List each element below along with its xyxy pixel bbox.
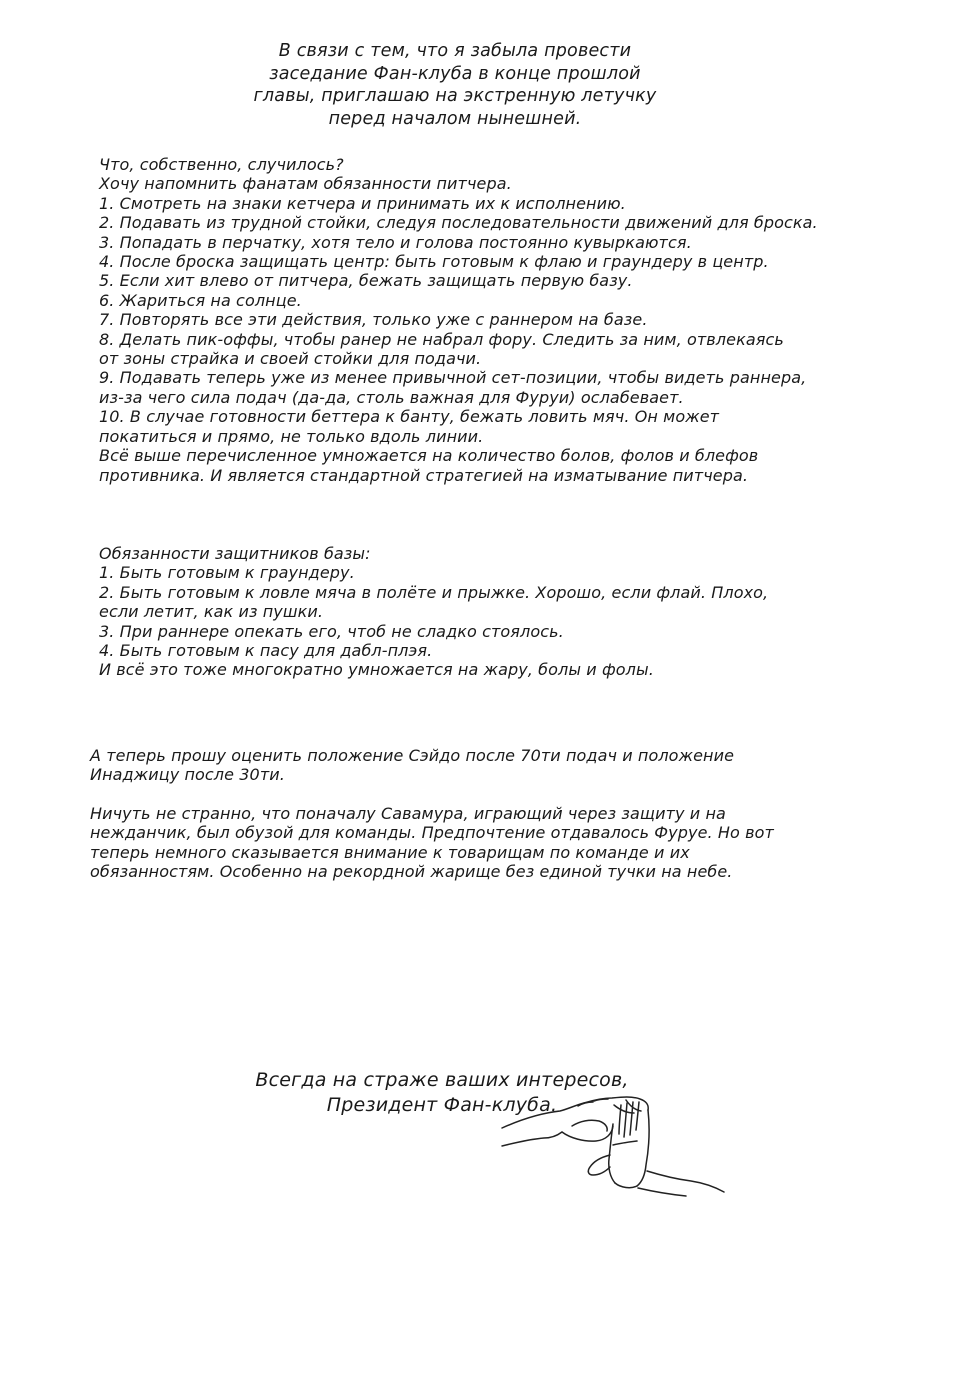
text-line: 2. Подавать из трудной стойки, следуя последовательности движений для броска. — [99, 213, 818, 233]
signature-line: Президент Фан-клуба. — [326, 1093, 558, 1116]
opening-notice — [95, 40, 815, 130]
text-line: 5. Если хит влево от питчера, бежать защищать первую базу. — [99, 271, 633, 291]
text-line: Обязанности защитников базы: — [99, 544, 371, 563]
notice-line: перед началом нынешней. — [328, 108, 582, 129]
text-line: 2. Быть готовым к ловле мяча в полёте и прыжке. Хорошо, если флай. Плохо, — [99, 582, 769, 602]
text-line: Хочу напомнить фанатам обязанности питчера. — [99, 174, 512, 194]
text-line: покатиться и прямо, не только вдоль линии. — [99, 426, 484, 446]
base-defenders-section — [99, 544, 768, 680]
text-line: 8. Делать пик-оффы, чтобы ранер не набрал фору. Следить за ним, отвлекаясь — [99, 329, 784, 349]
text-line: 4. Быть готовым к пасу для дабл-плэя. — [99, 641, 433, 661]
text-line: из-за чего сила подач (да-да, столь важная для Фуруи) ослабевает. — [99, 387, 684, 407]
notice-line: главы, приглашаю на экстренную летучку — [253, 86, 657, 107]
text-line: если летит, как из пушки. — [99, 602, 324, 622]
text-line: от зоны страйка и своей стойки для подачи. — [99, 349, 482, 369]
text-line: теперь немного сказывается внимание к товарищам по команде и их — [90, 842, 690, 862]
text-line: 1. Быть готовым к граундеру. — [99, 563, 355, 583]
assessment-section — [90, 746, 774, 881]
notice-line: В связи с тем, что я забыла провести — [278, 41, 632, 61]
text-line: Что, собственно, случилось? — [99, 155, 344, 174]
text-line: 3. Попадать в перчатку, хотя тело и голова постоянно кувыркаются. — [99, 232, 692, 252]
text-line: 10. В случае готовности беттера к банту, бежать ловить мяч. Он может — [99, 407, 720, 427]
text-line: противника. И является стандартной стратегией на изматывание питчера. — [99, 465, 749, 485]
text-line: 7. Повторять все эти действия, только уже с раннером на базе. — [99, 310, 648, 330]
text-line: И всё это тоже многократно умножается на жару, болы и фолы. — [99, 660, 654, 680]
text-line: 6. Жариться на солнце. — [99, 290, 302, 310]
notice-line: заседание Фан-клуба в конце прошлой — [269, 63, 641, 84]
text-line: 9. Подавать теперь уже из менее привычной сет-позиции, чтобы видеть раннера, — [99, 368, 807, 388]
text-line: Инаджицу после 30ти. — [90, 765, 285, 785]
text-line: А теперь прошу оценить положение Сэйдо после 70ти подач и положение — [90, 746, 735, 765]
text-line: 1. Смотреть на знаки кетчера и принимать их к исполнению. — [99, 193, 626, 213]
signature-line: Всегда на страже ваших интересов, — [255, 1069, 629, 1091]
text-line: Ничуть не странно, что поначалу Савамура, играющий через защиту и на — [90, 803, 726, 823]
text-line: обязанностям. Особенно на рекордной жарище без единой тучки на небе. — [90, 862, 733, 882]
text-line: Всё выше перечисленное умножается на количество болов, фолов и блефов — [99, 446, 759, 466]
text-line: 3. При раннере опекать его, чтоб не сладко стоялось. — [99, 621, 564, 641]
assessment-paragraph-2 — [90, 804, 774, 882]
assessment-paragraph-1 — [90, 746, 774, 785]
text-line: 4. После броска защищать центр: быть готовым к флаю и граундеру в центр. — [99, 252, 769, 272]
pitcher-duties-section — [99, 155, 818, 485]
timeout-hands-icon — [498, 1092, 730, 1200]
text-line: нежданчик, был обузой для команды. Предпочтение отдавалось Фуруе. Но вот — [90, 823, 774, 843]
